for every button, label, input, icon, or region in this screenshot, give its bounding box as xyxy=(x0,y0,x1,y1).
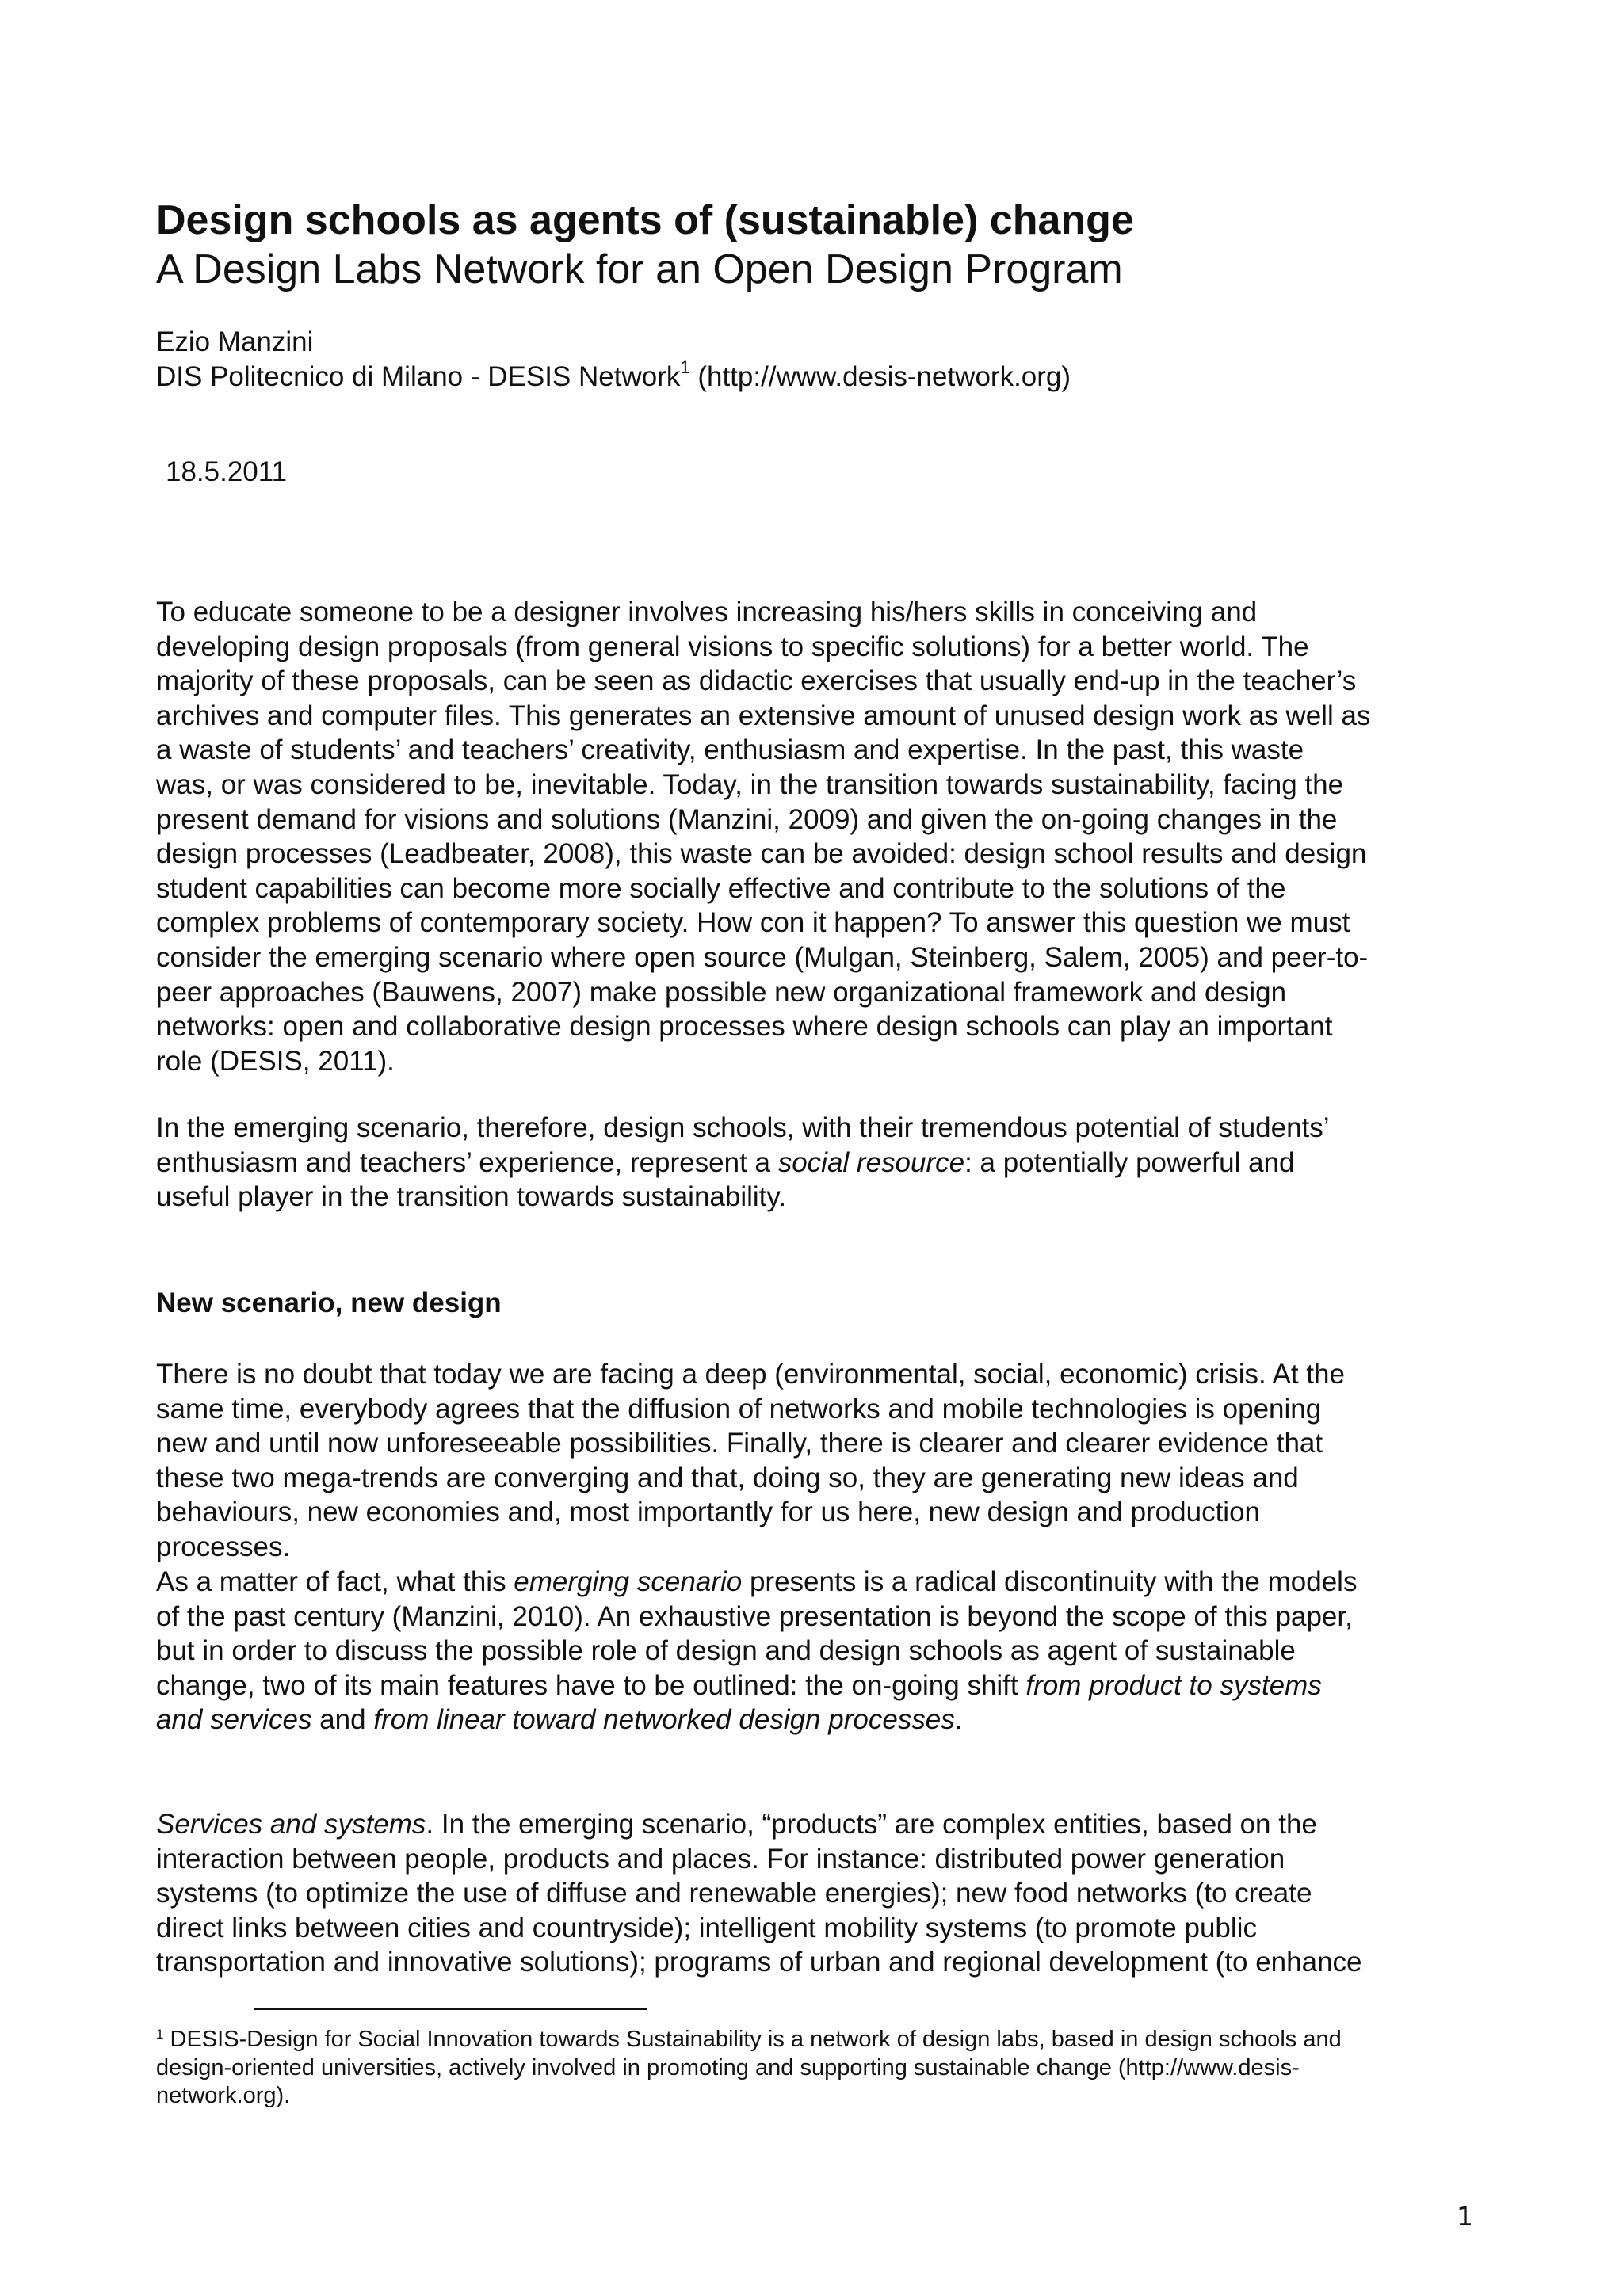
text-line: archives and computer files. This generates an extensive amount of unused design work as well as xyxy=(156,700,1371,731)
text-span: change, two of its main features have to be outlined: the on-going shift xyxy=(156,1669,1026,1701)
footnote-line: design-oriented universities, actively involved in promoting and supporting sustainable change (http://www.desis- xyxy=(156,2054,1300,2081)
text-line xyxy=(156,1146,1503,1180)
text-line: design processes (Leadbeater, 2008), this waste can be avoided: design school results and design xyxy=(156,838,1367,870)
text-line: systems (to optimize the use of diffuse and renewable energies); new food networks (to create xyxy=(156,1878,1312,1909)
emphasis-text: from linear toward networked design processes xyxy=(373,1704,955,1736)
text-line: majority of these proposals, can be seen as didactic exercises that usually end-up in the teacher’s xyxy=(156,666,1357,697)
text-line xyxy=(156,1669,1503,1703)
emphasis-text: Services and systems xyxy=(156,1809,426,1840)
text-line: There is no doubt that today we are facing a deep (environmental, social, economic) crisis. At the xyxy=(156,1359,1345,1390)
footnote xyxy=(156,2026,1503,2111)
text-line: consider the emerging scenario where open source (Mulgan, Steinberg, Salem, 2005) and peer-to- xyxy=(156,941,1369,973)
footnote-ref-1[interactable]: 1 xyxy=(680,357,690,377)
text-line: but in order to discuss the possible role of design and design schools as agent of sustainable xyxy=(156,1635,1296,1667)
paragraph-crisis xyxy=(156,1357,1503,1565)
text-span: enthusiasm and teachers’ experience, represent a xyxy=(156,1146,778,1178)
text-line xyxy=(156,1807,1503,1842)
paper-subtitle: A Design Labs Network for an Open Design Program xyxy=(156,246,1123,292)
text-span: and xyxy=(311,1704,374,1736)
emphasis-text: from product to systems xyxy=(1025,1669,1322,1701)
text-line: present demand for visions and solutions (Manzini, 2009) and given the on-going changes in the xyxy=(156,803,1338,835)
text-span: . In the emerging scenario, “products” are complex entities, based on the xyxy=(426,1809,1317,1840)
paragraph-emerging-scenario xyxy=(156,1565,1503,1737)
paragraph-social-resource xyxy=(156,1111,1503,1215)
emphasis-text: emerging scenario xyxy=(514,1566,743,1597)
text-line: these two mega-trends are converging and that, doing so, they are generating new ideas and xyxy=(156,1462,1299,1493)
text-span: . xyxy=(954,1704,963,1736)
footnote-line xyxy=(156,2026,1503,2054)
footnote-line: network.org). xyxy=(156,2083,291,2108)
text-line xyxy=(156,1703,1503,1737)
text-line xyxy=(156,1565,1503,1600)
text-line: In the emerging scenario, therefore, design schools, with their tremendous potential of students’ xyxy=(156,1112,1330,1143)
paper-date: 18.5.2011 xyxy=(166,456,288,487)
page-number: 1 xyxy=(1457,2201,1473,2232)
footnote-marker: 1 xyxy=(156,2027,164,2042)
emphasis-text: social resource xyxy=(777,1146,965,1178)
text-line: useful player in the transition towards sustainability. xyxy=(156,1181,787,1213)
affiliation-url[interactable]: (http://www.desis-network.org) xyxy=(697,361,1071,392)
section-heading: New scenario, new design xyxy=(156,1287,502,1318)
text-line: behaviours, new economies and, most importantly for us here, new design and production xyxy=(156,1497,1261,1528)
text-line: interaction between people, products and places. For instance: distributed power generation xyxy=(156,1843,1285,1875)
paper-title: Design schools as agents of (sustainable) change xyxy=(156,197,1134,243)
text-line: same time, everybody agrees that the diffusion of networks and mobile technologies is opening xyxy=(156,1393,1322,1425)
text-line: processes. xyxy=(156,1531,291,1562)
text-line: To educate someone to be a designer involves increasing his/hers skills in conceiving and xyxy=(156,597,1258,627)
paragraph-intro xyxy=(156,595,1503,1078)
text-span: : a potentially powerful and xyxy=(964,1146,1295,1178)
text-line: was, or was considered to be, inevitable. Today, in the transition towards sustainability, facing the xyxy=(156,769,1344,800)
text-line: direct links between cities and countryside); intelligent mobility systems (to promote public xyxy=(156,1912,1257,1943)
text-line: developing design proposals (from general visions to specific solutions) for a better world. The xyxy=(156,631,1309,662)
text-line: complex problems of contemporary society. How con it happen? To answer this question we must xyxy=(156,907,1350,939)
emphasis-text: and services xyxy=(156,1704,312,1736)
text-span: presents is a radical discontinuity with the models xyxy=(742,1566,1358,1597)
text-line: of the past century (Manzini, 2010). An exhaustive presentation is beyond the scope of this paper, xyxy=(156,1600,1353,1632)
footnote-divider xyxy=(254,2008,647,2010)
text-line: transportation and innovative solutions); programs of urban and regional development (to enhance xyxy=(156,1947,1362,1978)
text-line: peer approaches (Bauwens, 2007) make possible new organizational framework and design xyxy=(156,976,1287,1008)
text-line: student capabilities can become more socially effective and contribute to the solutions of the xyxy=(156,872,1286,904)
text-line: networks: open and collaborative design processes where design schools can play an important xyxy=(156,1011,1333,1043)
author-affiliation xyxy=(156,357,1071,395)
text-line: role (DESIS, 2011). xyxy=(156,1045,395,1077)
paragraph-services-systems xyxy=(156,1807,1503,1980)
affiliation-text: DIS Politecnico di Milano - DESIS Network xyxy=(156,361,681,392)
text-span: DESIS-Design for Social Innovation towards Sustainability is a network of design labs, based in design schools and xyxy=(163,2027,1342,2052)
text-line: new and until now unforeseeable possibilities. Finally, there is clearer and clearer evidence that xyxy=(156,1428,1323,1459)
text-span: As a matter of fact, what this xyxy=(156,1566,514,1597)
text-line: a waste of students’ and teachers’ creativity, enthusiasm and expertise. In the past, this waste xyxy=(156,734,1304,766)
author-name: Ezio Manzini xyxy=(156,326,314,357)
